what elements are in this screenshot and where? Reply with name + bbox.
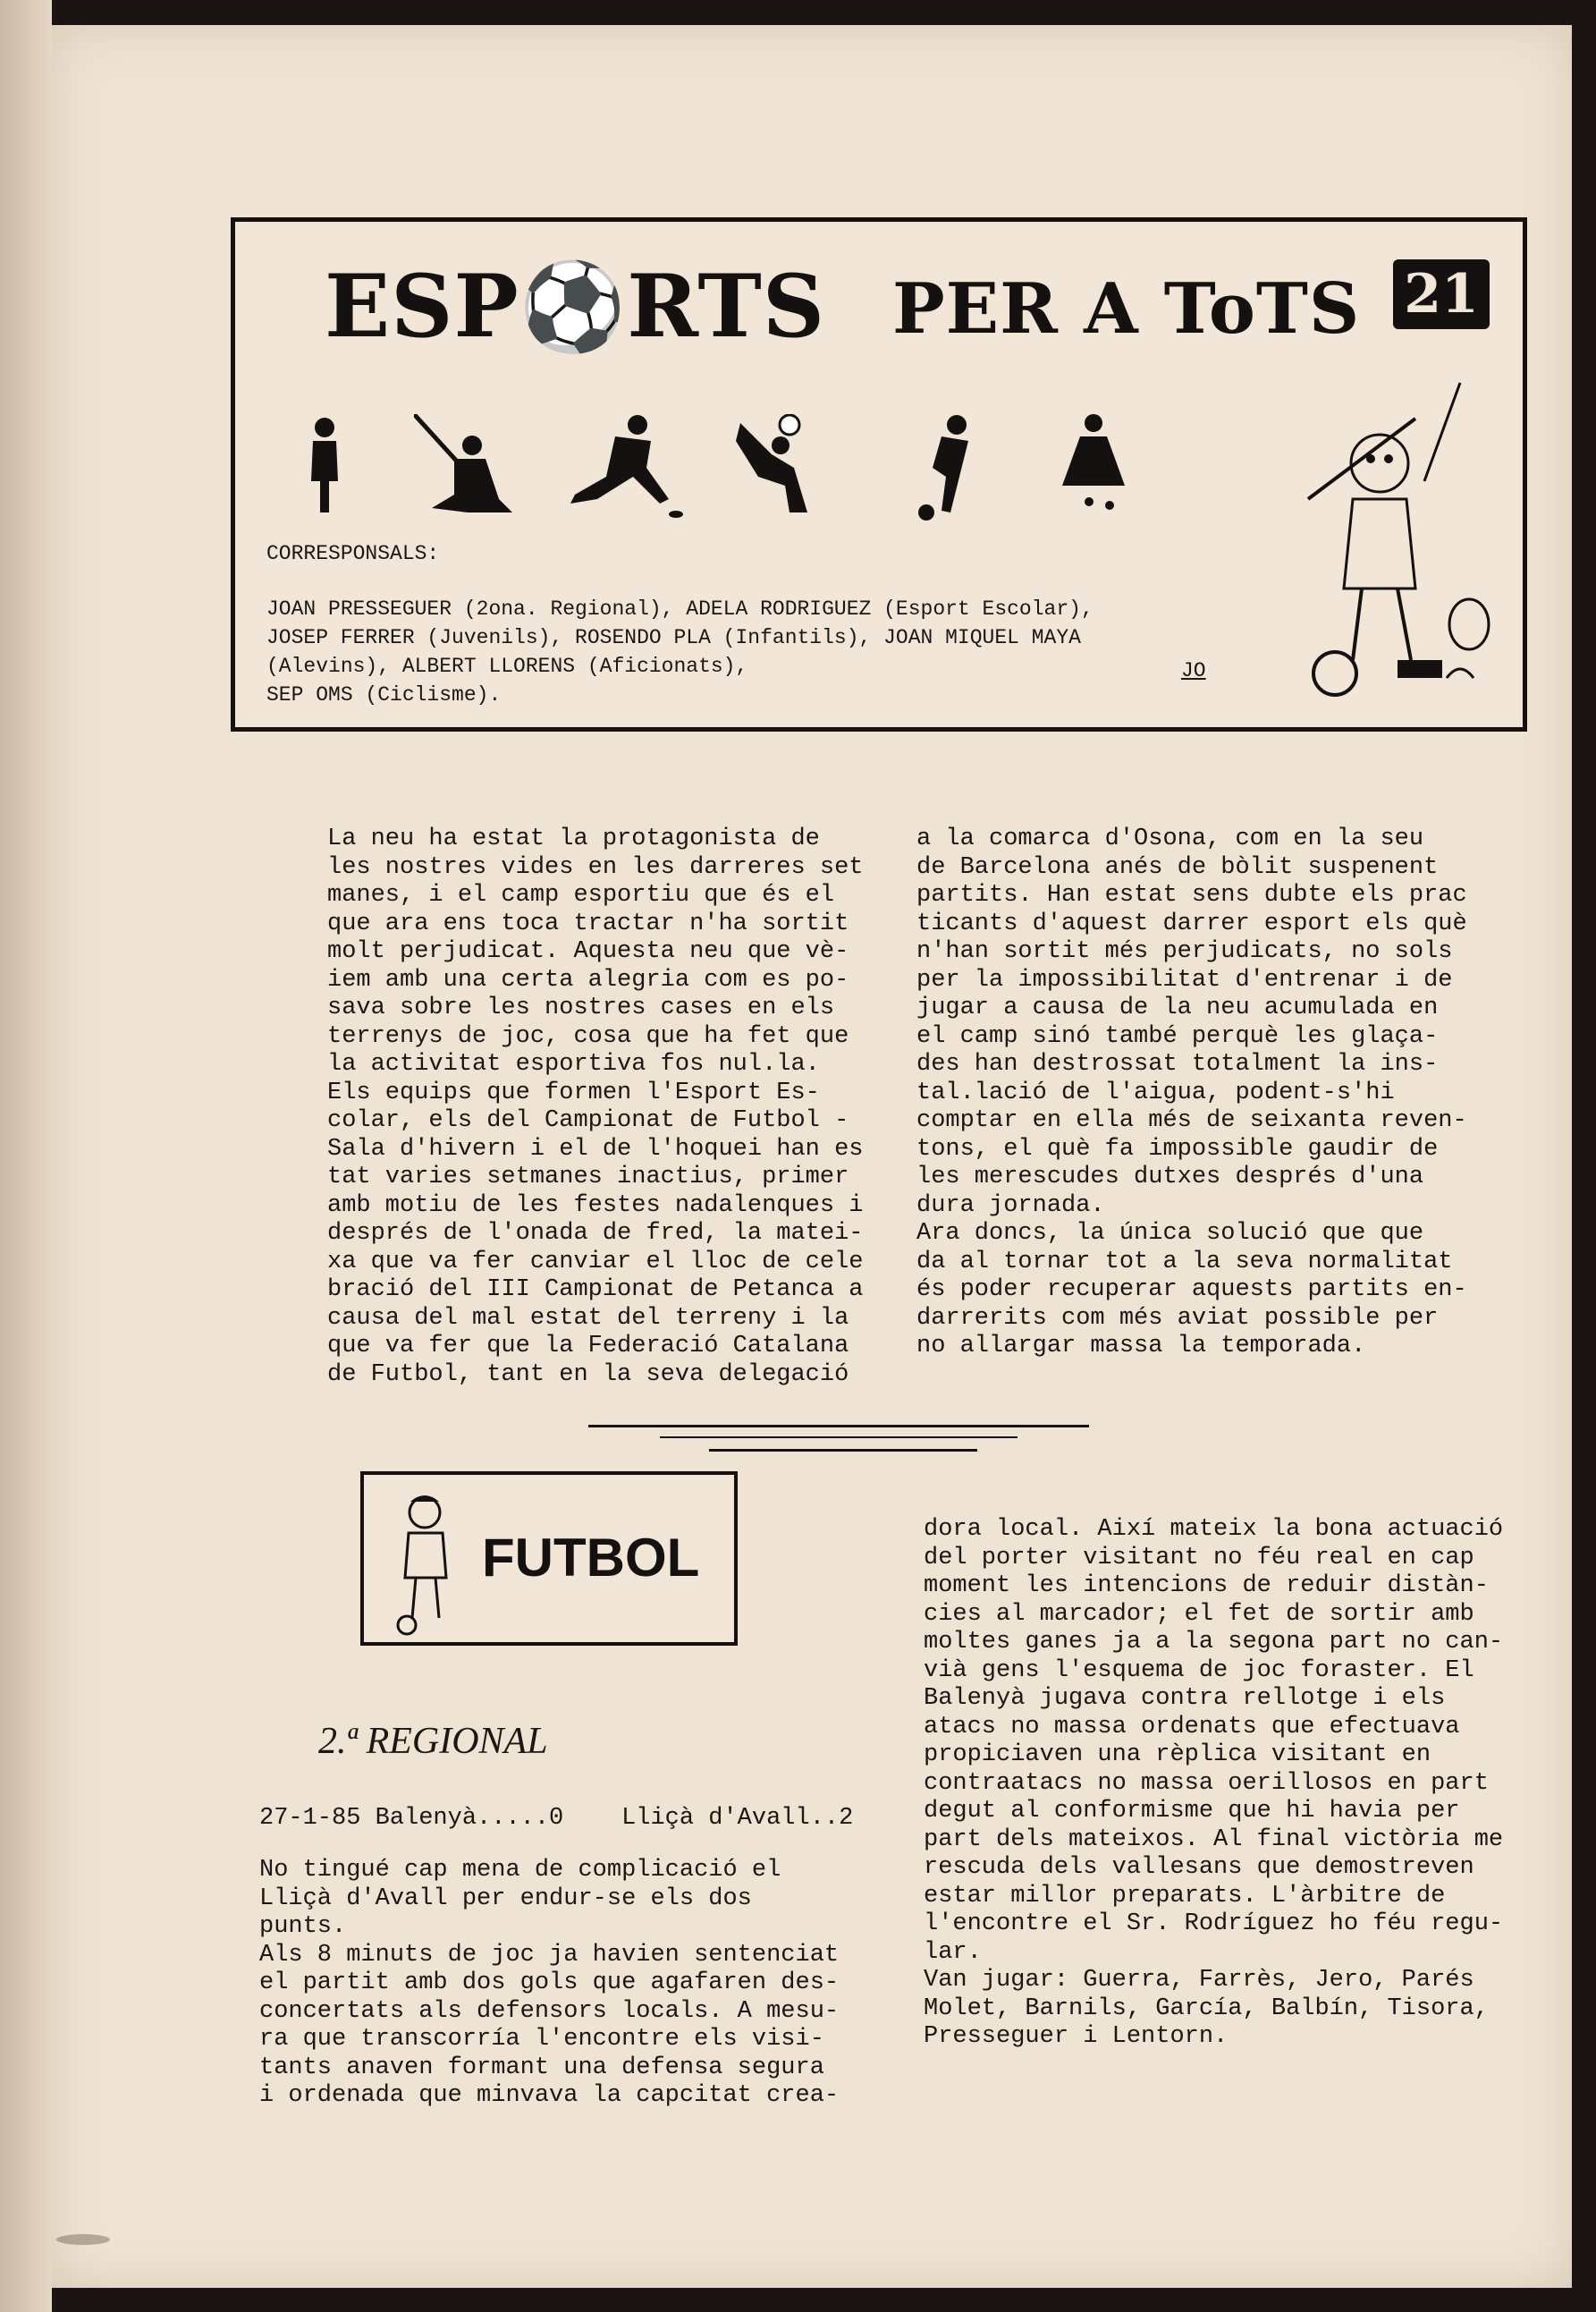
magazine-page — [52, 25, 1572, 2288]
ink-smudge — [56, 2234, 110, 2245]
soccer-kick-icon — [736, 414, 834, 521]
match-report-left: No tingué cap mena de complicació el Lliçà d'Avall per endur-se els dos punts. Als 8 minuts de joc ja havien sentenciat el partit amb dos gols que agafaren des- concertats als defensors locals. A mesu- ra que transcorría l'encontre els visi- tants anaven formant una defensa segura i ordenada que minvava la capcitat crea- — [259, 1857, 840, 2109]
header-title-right: PER A ToTS — [892, 268, 1361, 350]
section-heading-regional: 2.ª REGIONAL — [318, 1721, 548, 1762]
match-score-line: 27-1-85 Balenyà.....0 Lliçà d'Avall..2 — [259, 1805, 854, 1832]
header-title-left: ESP⚽RTS — [325, 256, 826, 357]
correspondents-label: CORRESPONSALS: — [266, 542, 440, 565]
soccer-run-icon — [910, 414, 982, 521]
mascot-illustration-icon — [1290, 365, 1505, 723]
basketball-icon — [1058, 414, 1138, 521]
section-divider-middle — [660, 1436, 1018, 1438]
section-divider-bottom — [709, 1449, 977, 1452]
futbol-heading-box — [360, 1471, 738, 1646]
hockey-icon — [562, 414, 687, 521]
correspondents-list: JOAN PRESSEGUER (2ona. Regional), ADELA RODRIGUEZ (Esport Escolar), JOSEP FERRER (Juvenils), ROSENDO PLA (Infantils), JOAN MIQUEL MAYA (Alevins), ALBERT LLORENS (Aficionats), SEP OMS (Ciclisme). — [266, 597, 1094, 707]
section-divider-top — [588, 1425, 1089, 1427]
futbol-title: FUTBOL — [482, 1528, 700, 1588]
correspondents-signature: JO — [1181, 659, 1206, 682]
cycling-icon — [293, 414, 356, 521]
intro-column-left: La neu ha estat la protagonista de les nostres vides en les darreres set manes, i el camp esportiu que és el que ara ens toca tractar n'ha sortit molt perjudicat. Aquesta neu que vè- iem amb una certa alegria com es po- sava sobre les nostres cases en els terrenys de joc, cosa que ha fet que la activitat esportiva fos nul.la. Els equips que formen l'Esport Es- colar, els del Campionat de Futbol - Sala d'hivern i el de l'hoquei han es tat varies setmanes inactius, primer amb motiu de les festes nadalenques i després de l'onada de fred, la matei- xa que va fer canviar el lloc de cele bració del III Campionat de Petanca a causa del mal estat del terreny i la que va fer que la Federació Catalana de Futbol, tant en la seva delegació — [327, 826, 864, 1388]
sport-figures-row — [293, 414, 1187, 530]
header-box — [231, 217, 1527, 732]
issue-number-badge: 21 — [1393, 259, 1490, 329]
golf-icon — [414, 414, 521, 521]
intro-column-right: a la comarca d'Osona, com en la seu de Barcelona anés de bòlit suspenent partits. Han estat sens dubte els prac ticants d'aquest darrer esport els què n'han sortit més perjudicats, no sols per la impossibilitat d'entrenar i de jugar a causa de la neu acumulada en el camp sinó també perquè les glaça- des han destrossat totalment la ins- tal.lació de l'aigua, podent-s'hi comptar en ella més de seixanta reven- tons, el què fa impossible gaudir de les merescudes dutxes després d'una dura jornada. Ara doncs, la única solució que que da al tornar tot a la seva normalitat és poder recuperar aquests partits en- darrerits com més aviat possible per no allargar massa la temporada. — [916, 826, 1467, 1359]
bleed-through — [204, 249, 221, 320]
match-report-right: dora local. Així mateix la bona actuació del porter visitant no féu real en cap moment les intencions de reduir distàn- cies al marcador; el fet de sortir amb moltes ganes ja a la segona part no can- vià gens l'esquema de joc foraster. El Balenyà jugava contra rellotge i els atacs no massa ordenats que efectuava propiciaven una rèplica visitant en contraatacs no massa oerillosos en part degut al conformisme que hi havia per part dels mateixos. Al final victòria me rescuda dels vallesans que demostreven estar millor preparats. L'àrbitre de l'encontre el Sr. Rodríguez ho féu regu- lar. Van jugar: Guerra, Farrès, Jero, Parés Molet, Barnils, García, Balbín, Tisora, Presseguer i Lentorn. — [924, 1516, 1504, 2050]
binding-edge — [0, 0, 52, 2312]
kid-footballer-icon — [391, 1493, 467, 1636]
